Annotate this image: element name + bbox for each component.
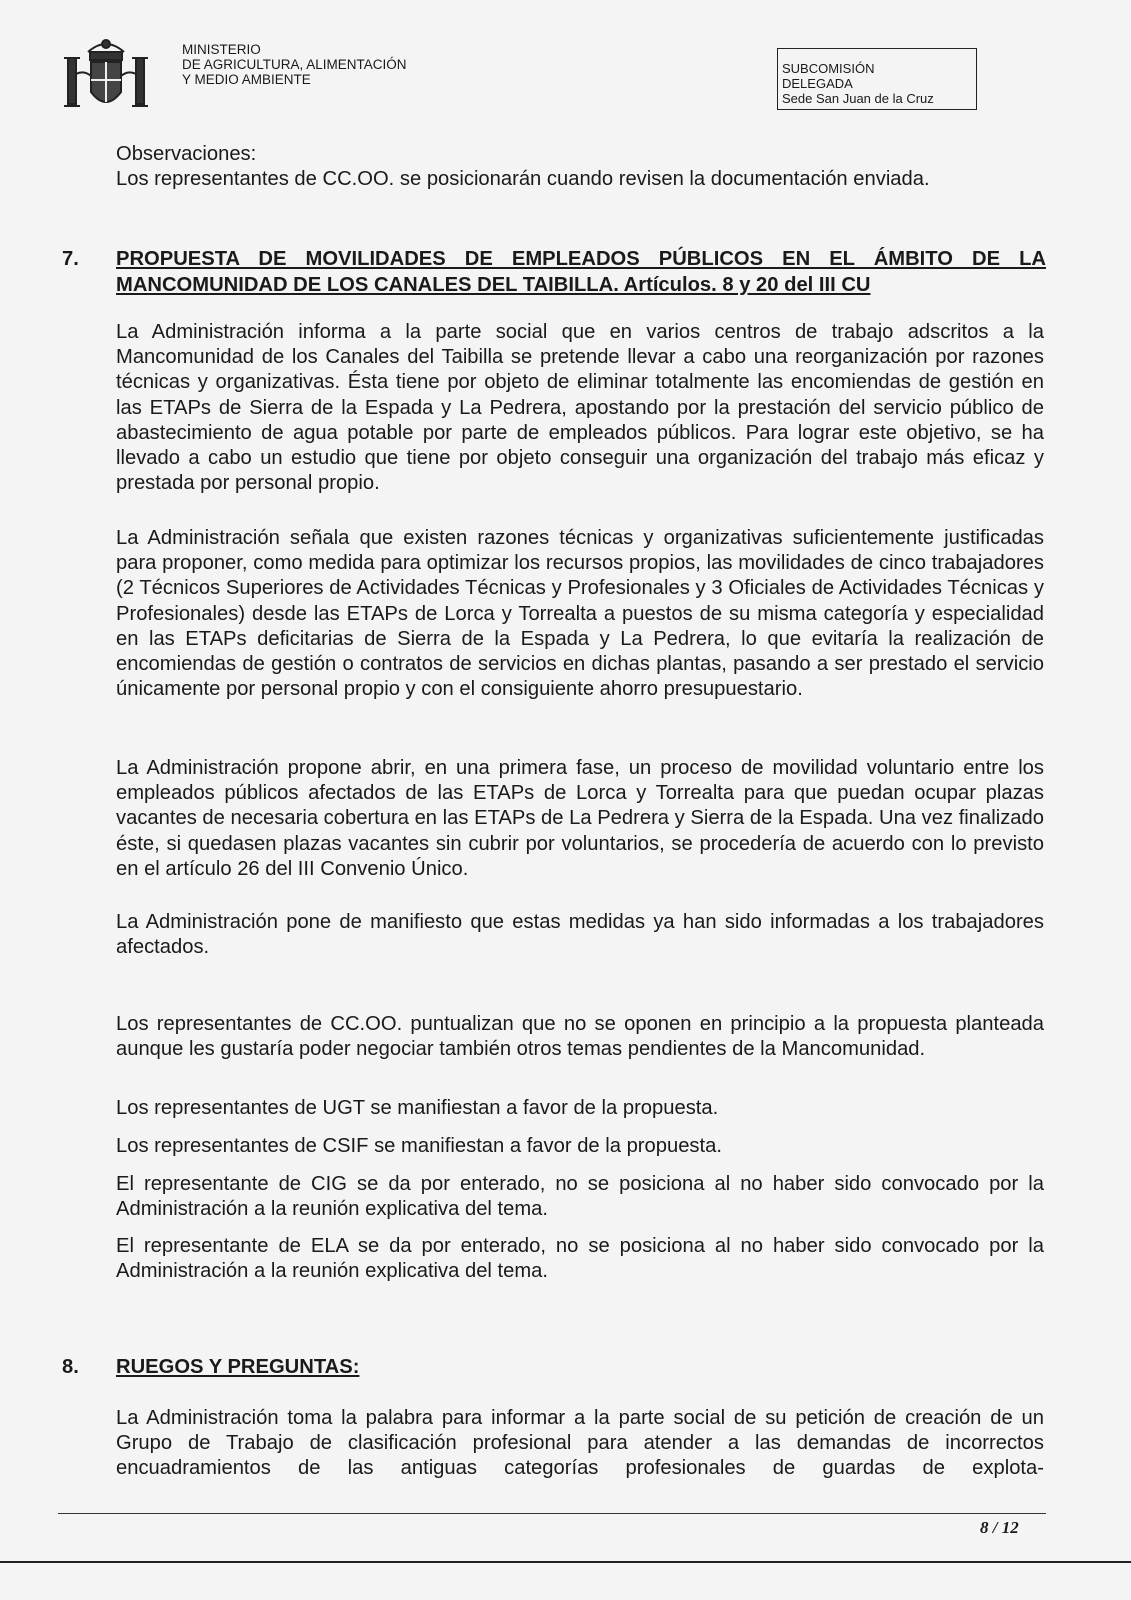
section-7-title: PROPUESTA DE MOVILIDADES DE EMPLEADOS PÚBLICOS EN EL ÁMBITO DE LA MANCOMUNIDAD DE LOS CANALES DEL TAIBILLA. Artículos. 8 y 20 del III CU [116, 248, 1046, 296]
subcommission-box [777, 48, 977, 110]
section-8-title: RUEGOS Y PREGUNTAS: [116, 1356, 360, 1378]
subcommission-line: DELEGADA [782, 76, 853, 91]
section-7-paragraph [116, 756, 1044, 882]
position-paragraph [116, 1172, 1044, 1222]
paragraph: Los representantes de UGT se manifiestan a favor de la propuesta. [116, 1097, 719, 1119]
section-7-paragraph [116, 910, 1044, 960]
position-paragraph [116, 1134, 1044, 1159]
page-number: 8 / 12 [980, 1518, 1019, 1537]
observations-text: Los representantes de CC.OO. se posicionarán cuando revisen la documentación enviada. [116, 168, 930, 191]
paragraph: El representante de ELA se da por enterado, no se posiciona al no haber sido convocado por la Administración a la reunión explicativa del tema. [116, 1235, 1044, 1283]
position-paragraph [116, 1096, 1044, 1121]
paragraph: Los representantes de CC.OO. puntualizan que no se oponen en principio a la propuesta planteada aunque les gustaría poder negociar también otros temas pendientes de la Mancomunidad. [116, 1013, 1044, 1061]
ministry-line: Y MEDIO AMBIENTE [182, 72, 311, 87]
paragraph: El representante de CIG se da por enterado, no se posiciona al no haber sido convocado por la Administración a la reunión explicativa del tema. [116, 1173, 1044, 1221]
position-paragraph [116, 1234, 1044, 1284]
paragraph: La Administración pone de manifiesto que estas medidas ya han sido informadas a los trabajadores afectados. [116, 911, 1044, 959]
ministry-name [182, 42, 407, 87]
subcommission-line: Sede San Juan de la Cruz [782, 91, 934, 106]
section-7-paragraph [116, 526, 1044, 702]
position-paragraph [116, 1012, 1044, 1062]
paragraph: La Administración informa a la parte social que en varios centros de trabajo adscritos a la Mancomunidad de los Canales del Taibilla se pretende llevar a cabo una reorganización por razones técnicas y organizativas. Ésta tiene por objeto de eliminar totalmente las encomiendas de gestión en las ETAPs de Sierra de la Espada y La Pedrera, apostando por la prestación del servicio público de abastecimiento de agua potable por parte de empleados públicos. Para lograr este objetivo, se ha llevado a cabo un estudio que tiene por objeto conseguir una organización del trabajo más eficaz y prestada por personal propio. [116, 321, 1044, 495]
paragraph: Los representantes de CSIF se manifiestan a favor de la propuesta. [116, 1135, 722, 1157]
paragraph: La Administración señala que existen razones técnicas y organizativas suficientemente justificadas para proponer, como medida para optimizar los recursos propios, las movilidades de cinco trabajadores (2 Técnicos Superiores de Actividades Técnicas y Profesionales y 3 Oficiales de Actividades Técnicas y Profesionales) desde las ETAPs de Lorca y Torrealta a puestos de su misma categoría y especialidad en las ETAPs deficitarias de Sierra de la Espada y La Pedrera, lo que evitaría la realización de encomiendas de gestión o contratos de servicios en dichas plantas, pasando a ser prestado el servicio únicamente por personal propio y con el consiguiente ahorro presupuestario. [116, 527, 1044, 701]
ministry-line: MINISTERIO [182, 42, 261, 57]
subcommission-line: SUBCOMISIÓN [782, 61, 875, 76]
ministry-line: DE AGRICULTURA, ALIMENTACIÓN [182, 57, 407, 72]
scan-edge-line [0, 1561, 1131, 1563]
observations-block [116, 142, 1044, 192]
spain-coat-of-arms-icon [58, 30, 154, 120]
observations-label: Observaciones: [116, 143, 257, 165]
section-7-number: 7. [62, 248, 79, 270]
footer-divider [58, 1513, 1046, 1514]
section-8-paragraph [116, 1406, 1044, 1482]
section-7-paragraph [116, 320, 1044, 496]
paragraph: La Administración propone abrir, en una primera fase, un proceso de movilidad voluntario entre los empleados públicos afectados de las ETAPs de Lorca y Torrealta para que puedan ocupar plazas vacantes de necesaria cobertura en las ETAPs de La Pedrera y Sierra de la Espada. Una vez finalizado éste, si quedasen plazas vacantes sin cubrir por voluntarios, se procedería de acuerdo con lo previsto en el artículo 26 del III Convenio Único. [116, 757, 1044, 880]
section-8-number: 8. [62, 1356, 79, 1378]
paragraph: La Administración toma la palabra para informar a la parte social de su petición de creación de un Grupo de Trabajo de clasificación profesional para atender a las demandas de incorrectos encuadramientos de las antiguas categorías profesionales de guardas de explota- [116, 1407, 1044, 1480]
